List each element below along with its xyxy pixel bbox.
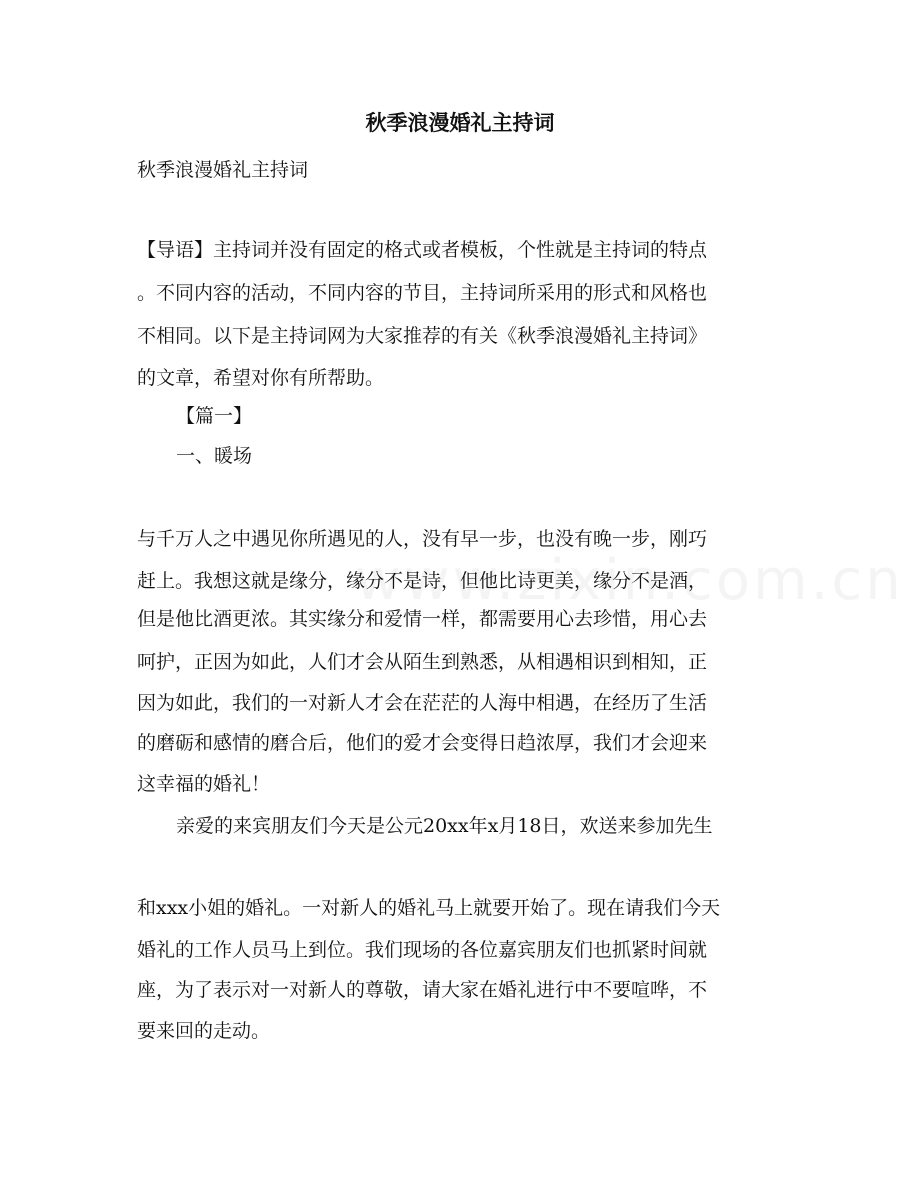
- paragraph-line: 与千万人之中遇见你所遇见的人，没有早一步，也没有晚一步，刚巧: [137, 528, 708, 550]
- intro-line: 的文章，希望对你有所帮助。: [137, 367, 385, 389]
- paragraph-line: 和xxx小姐的婚礼。一对新人的婚礼马上就要开始了。现在请我们今天: [137, 897, 721, 919]
- paragraph-line: 呵护，正因为如此，人们才会从陌生到熟悉，从相遇相识到相知，正: [137, 651, 708, 673]
- intro-line: 【导语】主持词并没有固定的格式或者模板，个性就是主持词的特点: [137, 239, 708, 261]
- document-subtitle: 秋季浪漫婚礼主持词: [137, 159, 309, 181]
- paragraph-line: 亲爱的来宾朋友们今天是公元20xx年x月18日，欢送来参加先生: [176, 815, 713, 837]
- paragraph-line: 座，为了表示对一对新人的尊敬，请大家在婚礼进行中不要喧哗，不: [137, 979, 708, 1001]
- part-heading: 【篇一】: [176, 405, 253, 427]
- paragraph-line: 赶上。我想这就是缘分，缘分不是诗，但他比诗更美，缘分不是酒，: [137, 570, 708, 592]
- section-heading: 一、暖场: [176, 445, 253, 467]
- paragraph-line: 但是他比酒更浓。其实缘分和爱情一样，都需要用心去珍惜，用心去: [137, 608, 708, 630]
- paragraph-line: 要来回的走动。: [137, 1020, 271, 1042]
- intro-line: 不相同。以下是主持词网为大家推荐的有关《秋季浪漫婚礼主持词》: [137, 325, 708, 347]
- paragraph-line: 的磨砺和感情的磨合后，他们的爱才会变得日趋浓厚，我们才会迎来: [137, 732, 708, 754]
- document-title: 秋季浪漫婚礼主持词: [365, 110, 555, 135]
- paragraph-line: 婚礼的工作人员马上到位。我们现场的各位嘉宾朋友们也抓紧时间就: [137, 939, 708, 961]
- intro-line: 。不同内容的活动，不同内容的节目，主持词所采用的形式和风格也: [137, 282, 708, 304]
- paragraph-line: 这幸福的婚礼！: [137, 773, 271, 795]
- paragraph-line: 因为如此，我们的一对新人才会在茫茫的人海中相遇，在经历了生活: [137, 692, 708, 714]
